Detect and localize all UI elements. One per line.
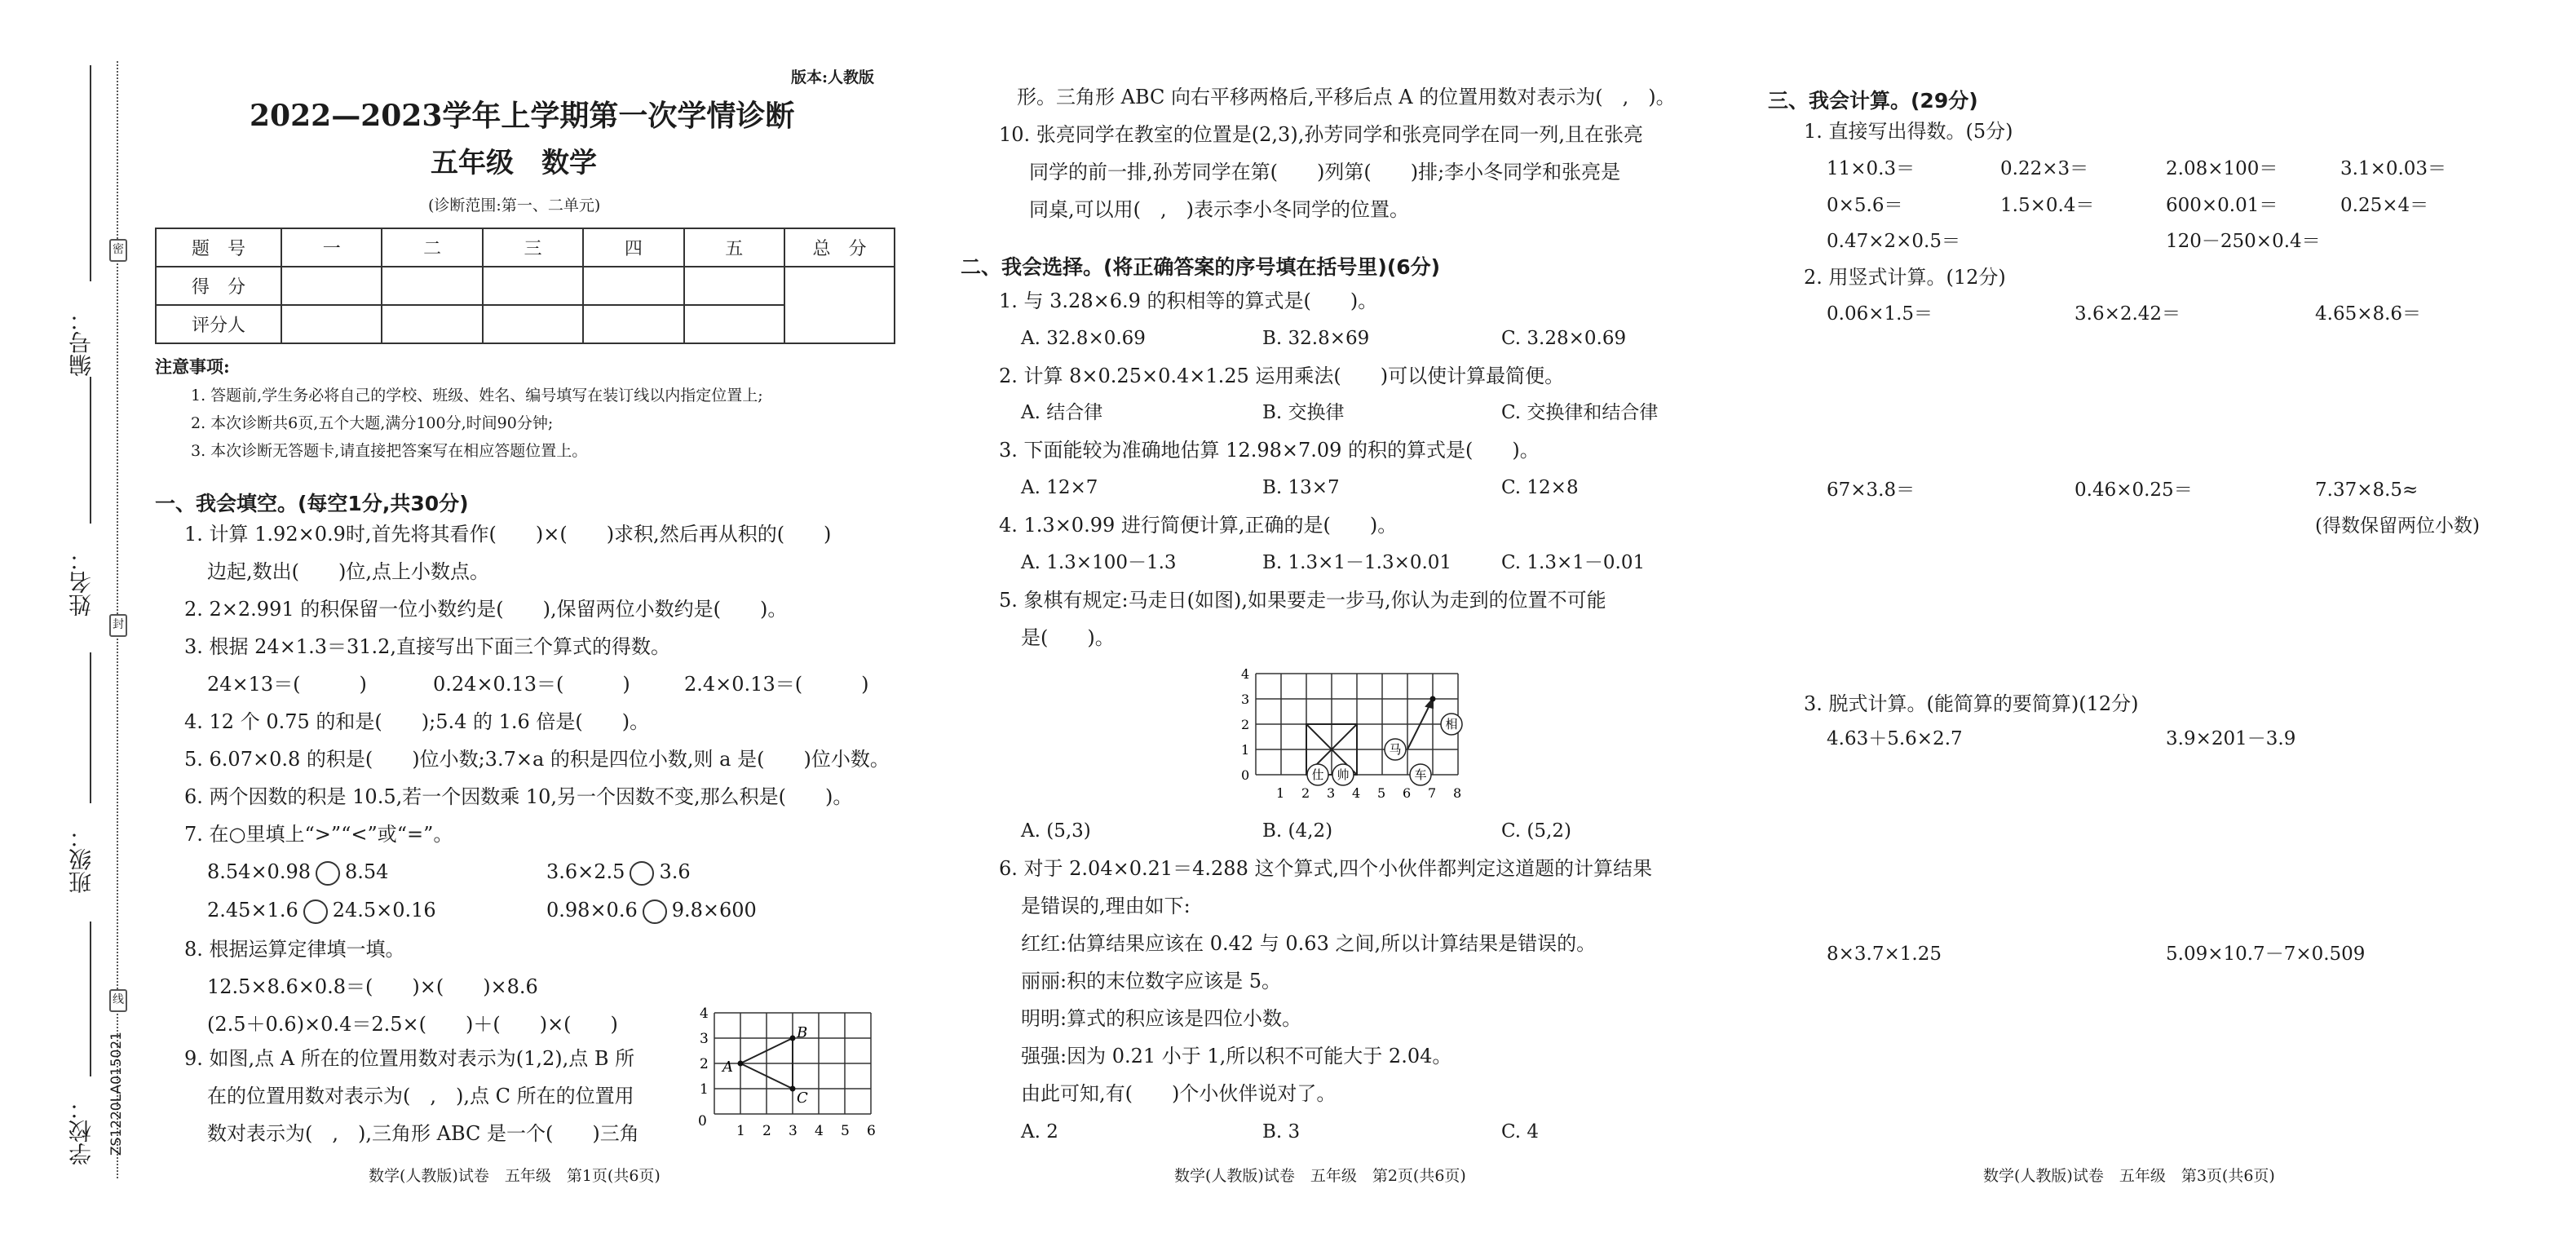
compare-left: 2.45×1.6 bbox=[207, 899, 298, 922]
calc-item: 0.47×2×0.5＝ bbox=[1827, 231, 1960, 252]
mc-question: 3. 下面能较为准确地估算 12.98×7.09 的积的算式是( )。 bbox=[999, 439, 1540, 462]
field-school-line bbox=[90, 922, 91, 1076]
compare-right: 9.8×600 bbox=[671, 899, 757, 922]
question-10: 10. 张亮同学在教室的位置是(2,3),孙芳同学和张亮同学在同一列,且在张亮 bbox=[999, 123, 1643, 146]
exam-title: 2022—2023学年上学期第一次学情诊断 bbox=[250, 99, 795, 133]
calc-item: 0×5.6＝ bbox=[1827, 195, 1903, 216]
page-footer: 数学(人教版)试卷 五年级 第3页(共6页) bbox=[1983, 1167, 2275, 1185]
question-6: 6. 两个因数的积是 10.5,若一个因数乘 10,另一个因数不变,那么积是( )。 bbox=[184, 785, 853, 808]
mc-question-cont: 是( )。 bbox=[1021, 626, 1115, 649]
point-b-label: B bbox=[797, 1024, 808, 1041]
score-cell[interactable] bbox=[483, 267, 583, 305]
compare-circle-blank[interactable] bbox=[316, 861, 340, 886]
compare-right: 8.54 bbox=[344, 860, 389, 883]
reason-line: 由此可知,有( )个小伙伴说对了。 bbox=[1021, 1082, 1337, 1105]
calc-item: 7.37×8.5≈ bbox=[2315, 480, 2419, 501]
question-9-cont: 形。三角形 ABC 向右平移两格后,平移后点 A 的位置用数对表示为( , )。 bbox=[1017, 86, 1676, 108]
reason-line: 强强:因为 0.21 小于 1,所以积不可能大于 2.04。 bbox=[1021, 1045, 1452, 1067]
calc-item: 4.63＋5.6×2.7 bbox=[1827, 728, 1963, 749]
axis-tick: 1 bbox=[700, 1081, 709, 1098]
compare-circle-blank[interactable] bbox=[303, 899, 328, 924]
compare-right: 24.5×0.16 bbox=[332, 899, 436, 922]
reason-line: 丽丽:积的末位数字应该是 5。 bbox=[1021, 970, 1281, 992]
field-name-label: 姓名： bbox=[68, 548, 95, 617]
mc-option[interactable]: B. (4,2) bbox=[1262, 820, 1333, 842]
total-score-cell[interactable] bbox=[784, 267, 895, 343]
axis-tick: 3 bbox=[1327, 785, 1336, 801]
seal-mark-xian: 线 bbox=[109, 989, 127, 1012]
question-5: 5. 6.07×0.8 的积是( )位小数;3.7×a 的积是四位小数,则 a 是( )位小数。 bbox=[184, 748, 890, 771]
score-table bbox=[155, 228, 895, 344]
grader-cell[interactable] bbox=[684, 305, 784, 343]
field-school-label: 学校： bbox=[68, 1097, 95, 1165]
question-8-item: (2.5＋0.6)×0.4＝2.5×( )＋( )×( ) bbox=[207, 1013, 618, 1036]
calc-item: 0.46×0.25＝ bbox=[2074, 480, 2193, 501]
mc-option[interactable]: A. 结合律 bbox=[1021, 402, 1103, 423]
axis-tick: 6 bbox=[1403, 785, 1412, 801]
version-label: 版本:人教版 bbox=[791, 69, 875, 86]
axis-tick: 5 bbox=[841, 1123, 850, 1139]
calc-note: (得数保留两位小数) bbox=[2315, 515, 2480, 537]
question-7: 7. 在○里填上“>”“<”或“=”。 bbox=[184, 823, 453, 846]
point-b bbox=[790, 1036, 796, 1041]
mc-option[interactable]: B. 1.3×1－1.3×0.01 bbox=[1262, 552, 1452, 573]
axis-tick: 0 bbox=[1241, 767, 1250, 783]
score-header-cell: 总 分 bbox=[784, 228, 895, 267]
question-3: 3. 根据 24×1.3＝31.2,直接写出下面三个算式的得数。 bbox=[184, 635, 671, 658]
notice-line: 3. 本次诊断无答题卡,请直接把答案写在相应答题位置上。 bbox=[191, 442, 588, 460]
mc-option[interactable]: B. 13×7 bbox=[1262, 477, 1340, 498]
paper-code: ZS1220LA015021 bbox=[108, 1032, 125, 1156]
compare-item bbox=[546, 898, 757, 924]
mc-option[interactable]: C. 1.3×1－0.01 bbox=[1501, 552, 1646, 573]
section-title: 二、我会选择。(将正确答案的序号填在括号里)(6分) bbox=[961, 255, 1441, 279]
axis-tick: 1 bbox=[1276, 785, 1285, 801]
axis-tick: 6 bbox=[867, 1123, 876, 1139]
axis-tick: 2 bbox=[700, 1056, 709, 1072]
compare-left: 0.98×0.6 bbox=[546, 899, 638, 922]
part-title: 3. 脱式计算。(能简算的要简算)(12分) bbox=[1804, 692, 2139, 715]
score-header-cell: 四 bbox=[583, 228, 683, 267]
reason-line: 红红:估算结果应该在 0.42 与 0.63 之间,所以计算结果是错误的。 bbox=[1021, 932, 1597, 955]
calc-item: 1.5×0.4＝ bbox=[2000, 195, 2095, 216]
piece-label: 马 bbox=[1389, 742, 1402, 757]
mc-option[interactable]: C. 4 bbox=[1501, 1121, 1540, 1143]
compare-circle-blank[interactable] bbox=[630, 861, 654, 886]
mc-option[interactable]: C. 12×8 bbox=[1501, 477, 1579, 498]
section-title: 一、我会填空。(每空1分,共30分) bbox=[155, 492, 469, 515]
mc-option[interactable]: A. 32.8×0.69 bbox=[1021, 328, 1146, 349]
score-header-cell: 三 bbox=[483, 228, 583, 267]
mc-question: 2. 计算 8×0.25×0.4×1.25 运用乘法( )可以使计算最简便。 bbox=[999, 365, 1565, 387]
calc-item: 0.06×1.5＝ bbox=[1827, 303, 1933, 325]
calc-item: 3.1×0.03＝ bbox=[2340, 158, 2447, 179]
question-8-item: 12.5×8.6×0.8＝( )×( )×8.6 bbox=[207, 975, 538, 998]
field-name-line bbox=[90, 377, 91, 524]
calc-item: 11×0.3＝ bbox=[1827, 158, 1915, 179]
mc-question: 4. 1.3×0.99 进行简便计算,正确的是( )。 bbox=[999, 514, 1398, 537]
question-9-cont: 在的位置用数对表示为( , ),点 C 所在的位置用 bbox=[207, 1085, 634, 1107]
mc-question: 5. 象棋有规定:马走日(如图),如果要走一步马,你认为走到的位置不可能 bbox=[999, 589, 1606, 612]
score-header-cell: 一 bbox=[281, 228, 382, 267]
question-8: 8. 根据运算定律填一填。 bbox=[184, 938, 405, 961]
mc-question: 6. 对于 2.04×0.21＝4.288 这个算式,四个小伙伴都判定这道题的计算结果 bbox=[999, 857, 1653, 880]
score-header-cell: 二 bbox=[382, 228, 482, 267]
calc-item: 0.22×3＝ bbox=[2000, 158, 2089, 179]
notice-line: 2. 本次诊断共6页,五个大题,满分100分,时间90分钟; bbox=[191, 414, 554, 432]
field-number-label: 编号： bbox=[68, 308, 95, 377]
score-header-cell: 五 bbox=[684, 228, 784, 267]
score-cell[interactable] bbox=[382, 267, 482, 305]
field-number-line bbox=[90, 65, 91, 281]
reason-line: 明明:算式的积应该是四位小数。 bbox=[1021, 1007, 1302, 1030]
axis-tick: 3 bbox=[1241, 692, 1250, 707]
part-title: 1. 直接写出得数。(5分) bbox=[1804, 120, 2013, 143]
grader-row bbox=[156, 305, 895, 343]
axis-tick: 4 bbox=[700, 1006, 709, 1022]
seal-mark-mi: 密 bbox=[109, 239, 127, 262]
point-c bbox=[790, 1086, 796, 1092]
calc-item: 5.09×10.7－7×0.509 bbox=[2166, 944, 2366, 965]
axis-tick: 7 bbox=[1428, 785, 1437, 801]
mc-option[interactable]: A. 2 bbox=[1021, 1121, 1058, 1143]
axis-tick: 4 bbox=[1352, 785, 1361, 801]
grader-cell[interactable] bbox=[281, 305, 382, 343]
mc-option[interactable]: B. 32.8×69 bbox=[1262, 328, 1370, 349]
calc-item: 3.6×2.42＝ bbox=[2074, 303, 2181, 325]
field-class-line bbox=[90, 652, 91, 803]
chess-board-figure bbox=[1231, 659, 1476, 806]
calc-item: 2.08×100＝ bbox=[2166, 158, 2278, 179]
compare-left: 3.6×2.5 bbox=[546, 860, 625, 883]
grader-cell[interactable] bbox=[382, 305, 482, 343]
target-point bbox=[1430, 696, 1436, 702]
axis-tick: 3 bbox=[789, 1123, 798, 1139]
mc-question-cont: 是错误的,理由如下: bbox=[1021, 895, 1191, 917]
mc-question: 1. 与 3.28×6.9 的积相等的算式是( )。 bbox=[999, 290, 1378, 312]
calc-item: 3.9×201－3.9 bbox=[2166, 728, 2296, 749]
page-footer: 数学(人教版)试卷 五年级 第1页(共6页) bbox=[369, 1167, 661, 1185]
calc-item: 8×3.7×1.25 bbox=[1827, 944, 1942, 965]
axis-tick: 1 bbox=[736, 1123, 745, 1139]
question-2: 2. 2×2.991 的积保留一位小数约是( ),保留两位小数约是( )。 bbox=[184, 598, 788, 621]
score-table-header bbox=[156, 228, 895, 267]
piece-label: 车 bbox=[1414, 767, 1427, 782]
seal-mark-feng: 封 bbox=[109, 614, 127, 637]
point-c-label: C bbox=[797, 1090, 808, 1107]
mc-option[interactable]: B. 交换律 bbox=[1262, 402, 1345, 423]
mc-option[interactable]: C. 3.28×0.69 bbox=[1501, 328, 1627, 349]
axis-tick: 5 bbox=[1377, 785, 1386, 801]
score-row bbox=[156, 267, 895, 305]
exam-scope: (诊断范围:第一、二单元) bbox=[428, 197, 601, 214]
mc-option[interactable]: B. 3 bbox=[1262, 1121, 1301, 1143]
mc-option[interactable]: C. 交换律和结合律 bbox=[1501, 402, 1659, 423]
page-footer: 数学(人教版)试卷 五年级 第2页(共6页) bbox=[1174, 1167, 1466, 1185]
point-a-label: A bbox=[722, 1059, 733, 1076]
score-cell[interactable] bbox=[281, 267, 382, 305]
compare-item bbox=[207, 898, 436, 924]
compare-circle-blank[interactable] bbox=[643, 899, 667, 924]
question-10-cont: 同学的前一排,孙芳同学在第( )列第( )排;李小冬同学和张亮是 bbox=[1029, 161, 1621, 183]
exam-subtitle: 五年级 数学 bbox=[431, 147, 597, 179]
question-1: 1. 计算 1.92×0.9时,首先将其看作( )×( )求积,然后再从积的( ) bbox=[184, 523, 832, 546]
compare-right: 3.6 bbox=[659, 860, 691, 883]
score-cell[interactable] bbox=[684, 267, 784, 305]
axis-tick: 4 bbox=[1241, 666, 1250, 682]
question-1-cont: 边起,数出( )位,点上小数点。 bbox=[207, 560, 489, 583]
part-title: 2. 用竖式计算。(12分) bbox=[1804, 266, 2006, 289]
question-9: 9. 如图,点 A 所在的位置用数对表示为(1,2),点 B 所 bbox=[184, 1047, 635, 1070]
mc-option[interactable]: C. (5,2) bbox=[1501, 820, 1571, 842]
question-10-cont: 同桌,可以用( , )表示李小冬同学的位置。 bbox=[1029, 198, 1409, 221]
compare-item bbox=[207, 860, 388, 886]
notice-title: 注意事项: bbox=[155, 356, 230, 377]
calc-item: 67×3.8＝ bbox=[1827, 480, 1915, 501]
point-a bbox=[738, 1061, 744, 1067]
mc-option[interactable]: A. 1.3×100－1.3 bbox=[1021, 552, 1177, 573]
calc-item: 4.65×8.6＝ bbox=[2315, 303, 2422, 325]
grader-cell[interactable] bbox=[583, 305, 683, 343]
question-3-item: 0.24×0.13＝( ) bbox=[433, 673, 630, 696]
piece-label: 仕 bbox=[1311, 767, 1324, 782]
question-3-item: 24×13＝( ) bbox=[207, 673, 367, 696]
question-3-item: 2.4×0.13＝( ) bbox=[684, 673, 869, 696]
grader-cell[interactable] bbox=[483, 305, 583, 343]
score-row-label: 得 分 bbox=[156, 267, 281, 305]
calc-item: 0.25×4＝ bbox=[2340, 195, 2429, 216]
piece-label: 相 bbox=[1445, 717, 1458, 731]
axis-tick: 0 bbox=[698, 1113, 707, 1129]
axis-tick: 4 bbox=[815, 1123, 824, 1139]
section-title: 三、我会计算。(29分) bbox=[1768, 89, 1978, 113]
compare-left: 8.54×0.98 bbox=[207, 860, 311, 883]
score-header-cell: 题 号 bbox=[156, 228, 281, 267]
question-4: 4. 12 个 0.75 的和是( );5.4 的 1.6 倍是( )。 bbox=[184, 710, 650, 733]
axis-tick: 1 bbox=[1241, 742, 1250, 758]
axis-tick: 2 bbox=[1301, 785, 1310, 801]
calc-item: 120－250×0.4＝ bbox=[2166, 231, 2321, 252]
mc-option[interactable]: A. (5,3) bbox=[1021, 820, 1091, 842]
mc-option[interactable]: A. 12×7 bbox=[1021, 477, 1098, 498]
grader-row-label: 评分人 bbox=[156, 305, 281, 343]
axis-tick: 8 bbox=[1453, 785, 1462, 801]
score-cell[interactable] bbox=[583, 267, 683, 305]
axis-tick: 3 bbox=[700, 1031, 709, 1047]
calc-item: 600×0.01＝ bbox=[2166, 195, 2278, 216]
field-class-label: 班级： bbox=[68, 825, 95, 894]
question-9-cont: 数对表示为( , ),三角形 ABC 是一个( )三角 bbox=[207, 1122, 639, 1145]
piece-label: 帅 bbox=[1337, 767, 1350, 782]
axis-tick: 2 bbox=[762, 1123, 771, 1139]
coordinate-grid-figure bbox=[690, 997, 894, 1151]
compare-item bbox=[546, 860, 691, 886]
axis-tick: 2 bbox=[1241, 717, 1250, 732]
notice-line: 1. 答题前,学生务必将自己的学校、班级、姓名、编号填写在装订线以内指定位置上; bbox=[191, 387, 763, 404]
